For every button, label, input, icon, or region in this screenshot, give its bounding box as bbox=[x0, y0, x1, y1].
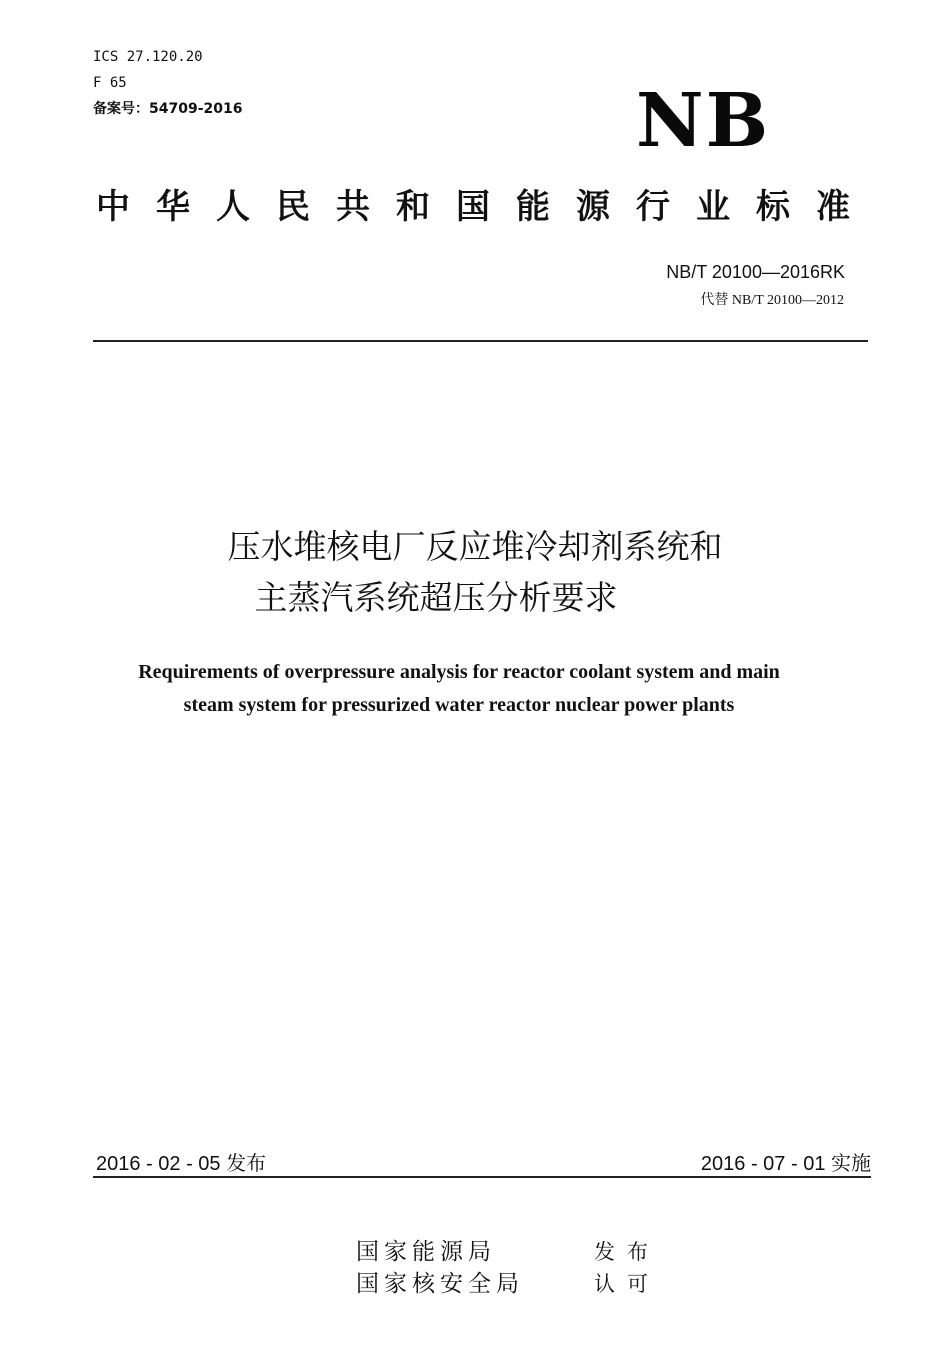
bottom-divider bbox=[93, 1176, 871, 1178]
implementation-date: 2016 - 07 - 01 实施 bbox=[700, 1153, 871, 1175]
standard-number: NB/T 20100—2016RK bbox=[666, 262, 845, 282]
issuer-action: 认可 bbox=[594, 1272, 660, 1296]
replaces-standard: 代替 NB/T 20100—2012 bbox=[700, 293, 844, 308]
title-en-line-2: steam system for pressurized water reactor nuclear power plants bbox=[183, 694, 735, 716]
classification-block bbox=[93, 44, 242, 122]
nb-logo: NB bbox=[636, 78, 771, 164]
issuer-org: 国家核安全局 bbox=[356, 1271, 524, 1297]
document-title-english bbox=[0, 656, 918, 722]
issuer-row bbox=[356, 1268, 660, 1300]
top-divider bbox=[93, 340, 868, 342]
title-cn-line-1: 压水堆核电厂反应堆冷却剂系统和 bbox=[227, 527, 723, 566]
issuing-authorities bbox=[356, 1236, 660, 1300]
ics-code: ICS 27.120.20 bbox=[93, 49, 203, 65]
filing-number: 备案号：54709-2016 bbox=[93, 101, 243, 117]
issue-date: 2016 - 02 - 05 发布 bbox=[96, 1153, 267, 1175]
document-title-chinese bbox=[0, 521, 950, 623]
issuer-action: 发布 bbox=[594, 1240, 660, 1264]
issuer-org: 国家能源局 bbox=[356, 1239, 496, 1265]
standard-type-title: 中华人民共和国能源行业标准 bbox=[96, 187, 876, 227]
title-cn-line-2: 主蒸汽系统超压分析要求 bbox=[254, 578, 618, 617]
issuer-row bbox=[356, 1236, 660, 1268]
category-code: F 65 bbox=[93, 75, 127, 91]
title-en-line-1: Requirements of overpressure analysis for reactor coolant system and main bbox=[138, 661, 780, 683]
